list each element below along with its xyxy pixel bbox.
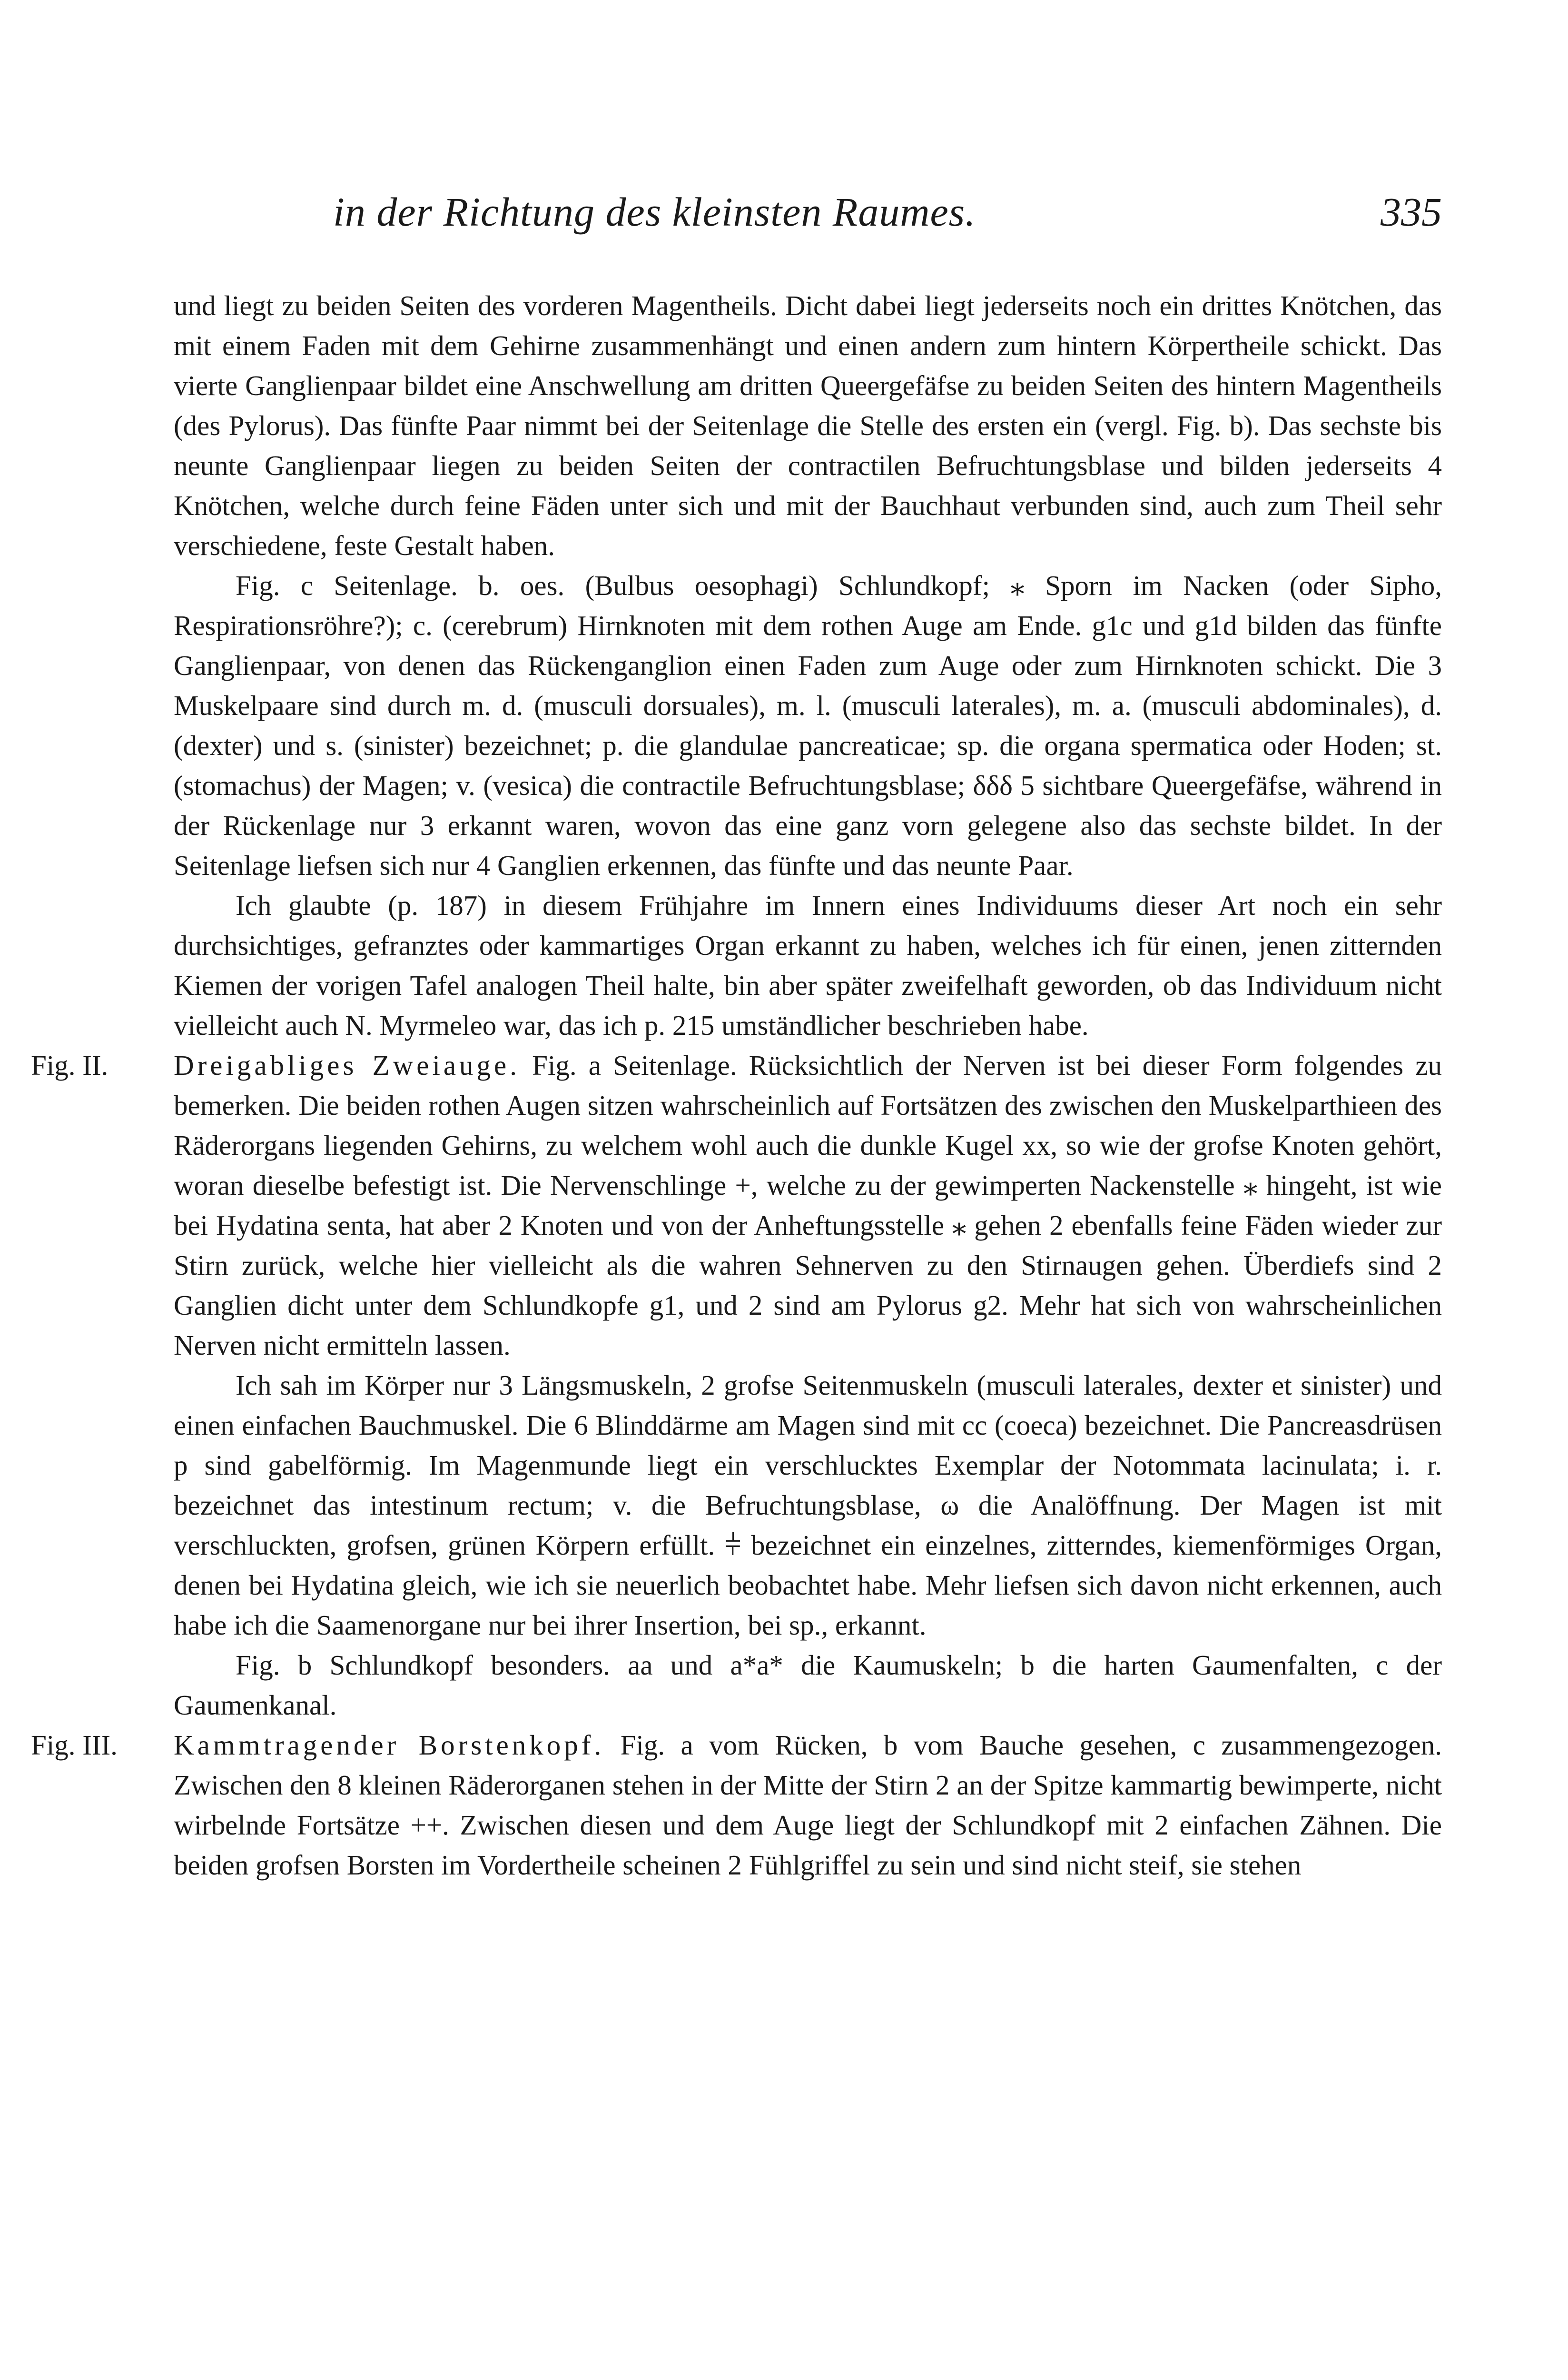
running-header	[333, 188, 1442, 240]
figure-3-entry	[31, 1725, 1442, 1885]
paragraph-fig-c: Fig. c Seitenlage. b. oes. (Bulbus oesophagi) Schlundkopf; ⁎ Sporn im Nacken (oder Sipho, Respirationsröhre?); c. (cerebrum) Hirnknoten mit dem rothen Auge am Ende. g1c und g1d bilden das fünfte Ganglienpaar, von denen das Rückenganglion einen Faden zum Auge oder zum Hirnknoten schickt. Die 3 Muskelpaare sind durch m. d. (musculi dorsuales), m. l. (musculi laterales), m. a. (musculi abdominales), d. (dexter) und s. (sinister) bezeichnet; p. die glandulae pancreaticae; sp. die organa spermatica oder Hoden; st. (stomachus) der Magen; v. (vesica) die contractile Befruchtungsblase; δδδ 5 sichtbare Queergefäfse, während in der Rückenlage nur 3 erkannt waren, wovon das eine ganz vorn gelegene also das sechste bildet. In der Seitenlage liefsen sich nur 4 Ganglien erkennen, das fünfte und das neunte Paar.	[174, 570, 1442, 881]
figure-2-label: Fig. II.	[31, 1050, 108, 1081]
figure-2-entry	[31, 1045, 1442, 1365]
paragraph-muscles: Ich sah im Körper nur 3 Längsmuskeln, 2 grofse Seitenmuskeln (musculi laterales, dexter et sinister) und einen einfachen Bauchmuskel. Die 6 Blinddärme am Magen sind mit cc (coeca) bezeichnet. Die Pancreasdrüsen p sind gabelförmig. Im Magenmunde liegt ein verschlucktes Exemplar der Notommata lacinulata; i. r. bezeichnet das intestinum rectum; v. die Befruchtungsblase, ω die Analöffnung. Der Magen ist mit verschluckten, grofsen, grünen Körpern erfüllt. ⫩ bezeichnet ein einzelnes, zitterndes, kiemenförmiges Organ, denen bei Hydatina gleich, wie ich sie neuerlich beobachtet habe. Mehr liefsen sich davon nicht erkennen, auch habe ich die Saamenorgane nur bei ihrer Insertion, bei sp., erkannt.	[174, 1369, 1442, 1641]
paragraph-fig-b: Fig. b Schlundkopf besonders. aa und a*a* die Kaumuskeln; b die harten Gaumenfalten, c der Gaumenkanal.	[174, 1649, 1442, 1721]
figure-3-title: Kammtragender Borstenkopf.	[174, 1729, 605, 1761]
figure-3-text: Fig. a vom Rücken, b vom Bauche gesehen, c zusammengezogen. Zwischen den 8 kleinen Räderorganen stehen in der Mitte der Stirn 2 an der Spitze kammartig bewimperte, nicht wirbelnde Fortsätze ++. Zwischen diesen und dem Auge liegt der Schlundkopf mit 2 einfachen Zähnen. Die beiden grofsen Borsten im Vordertheile scheinen 2 Fühlgriffel zu sein und sind nicht steif, sie stehen	[174, 1729, 1442, 1881]
body-text	[31, 286, 1442, 1885]
figure-3-label: Fig. III.	[31, 1729, 118, 1761]
figure-3-description	[174, 1725, 1442, 1885]
figure-2-title: Dreigabliges Zweiauge.	[174, 1050, 520, 1081]
paragraph-organ-note: Ich glaubte (p. 187) in diesem Frühjahre im Innern eines Individuums dieser Art noch ein sehr durchsichtiges, gefranztes oder kammartiges Organ erkannt zu haben, welches ich für einen, jenen zitternden Kiemen der vorigen Tafel analogen Theil halte, bin aber später zweifelhaft geworden, ob das Individuum nicht vielleicht auch N. Myrmeleo war, das ich p. 215 umständlicher beschrieben habe.	[174, 890, 1442, 1041]
figure-2-text: Fig. a Seitenlage. Rücksichtlich der Nerven ist bei dieser Form folgendes zu bemerken. Die beiden rothen Augen sitzen wahrscheinlich auf Fortsätzen des zwischen den Muskelparthieen des Räderorgans liegenden Gehirns, zu welchem wohl auch die dunkle Kugel xx, so wie der grofse Knoten gehört, woran dieselbe befestigt ist. Die Nervenschlinge +, welche zu der gewimperten Nackenstelle ⁎ hingeht, ist wie bei Hydatina senta, hat aber 2 Knoten und von der Anheftungsstelle ⁎ gehen 2 ebenfalls feine Fäden wieder zur Stirn zurück, welche hier vielleicht als die wahren Sehnerven zu den Stirnaugen gehen. Überdiefs sind 2 Ganglien dicht unter dem Schlundkopfe g1, und 2 sind am Pylorus g2. Mehr hat sich von wahrscheinlichen Nerven nicht ermitteln lassen.	[174, 1050, 1442, 1361]
page-number: 335	[1381, 189, 1442, 235]
paragraph-ganglia: und liegt zu beiden Seiten des vorderen Magentheils. Dicht dabei liegt jederseits noch ein drittes Knötchen, das mit einem Faden mit dem Gehirne zusammenhängt und einen andern zum hintern Körpertheile schickt. Das vierte Ganglienpaar bildet eine Anschwellung am dritten Queergefäfse zu beiden Seiten des hintern Magentheils (des Pylorus). Das fünfte Paar nimmt bei der Seitenlage die Stelle des ersten ein (vergl. Fig. b). Das sechste bis neunte Ganglienpaar liegen zu beiden Seiten der contractilen Befruchtungsblase und bilden jederseits 4 Knötchen, welche durch feine Fäden unter sich und mit der Bauchhaut verbunden sind, auch zum Theil sehr verschiedene, feste Gestalt haben.	[174, 290, 1442, 561]
figure-2-description	[174, 1045, 1442, 1365]
running-title: in der Richtung des kleinsten Raumes.	[333, 189, 976, 235]
